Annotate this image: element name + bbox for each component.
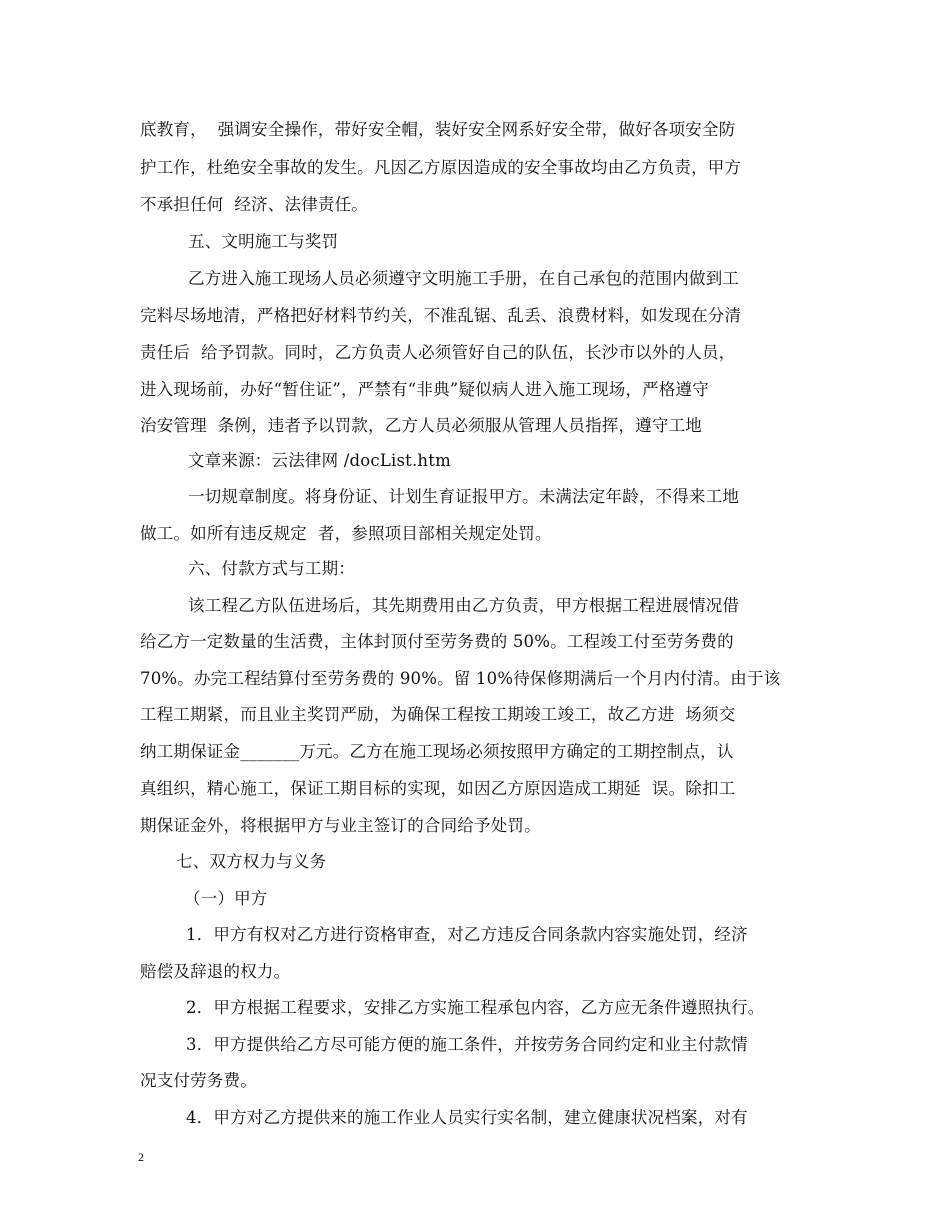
section-heading: 六、付款方式与工期： (188, 559, 355, 578)
text-line: 一切规章制度。将身份证、计划生育证报甲方。未满法定年龄，不得来工地 (188, 487, 740, 506)
section-heading: 七、双方权力与义务 (176, 852, 327, 871)
text-line: 1．甲方有权对乙方进行资格审查，对乙方违反合同条款内容实施处罚，经济 (186, 925, 748, 944)
subsection-heading: （一）甲方 (184, 889, 268, 908)
text-line: 乙方进入施工现场人员必须遵守文明施工手册，在自己承包的范围内做到工 (188, 269, 740, 288)
text-line: 2．甲方根据工程要求，安排乙方实施工程承包内容，乙方应无条件遵照执行。 (186, 998, 765, 1017)
text-line: 况支付劳务费。 (140, 1071, 257, 1090)
text-line: 纳工期保证金_______万元。乙方在施工现场必须按照甲方确定的工期控制点，认 (140, 742, 734, 761)
text-line: 治安管理 条例，违者予以罚款，乙方人员必须服从管理人员指挥，遵守工地 (140, 416, 702, 435)
section-heading: 五、文明施工与奖罚 (188, 232, 339, 251)
text-line: 做工。如所有违反规定 者，参照项目部相关规定处罚。 (140, 524, 552, 543)
text-line: 工程工期紧，而且业主奖罚严励，为确保工程按工期竣工竣工，故乙方进 场须交 (140, 705, 736, 724)
text-line: 给乙方一定数量的生活费，主体封顶付至劳务费的 50%。工程竣工付至劳务费的 (140, 632, 734, 651)
text-line: 完料尽场地清，严格把好材料节约关，不准乱锯、乱丢、浪费材料，如发现在分清 (140, 306, 742, 325)
page-number: 2 (138, 1150, 144, 1164)
text-line: 进入现场前，办好“暂住证”，严禁有“非典”疑似病人进入施工现场，严格遵守 (140, 380, 709, 399)
text-line: 4．甲方对乙方提供来的施工作业人员实行实名制，建立健康状况档案，对有 (186, 1108, 748, 1127)
text-line: 赔偿及辞退的权力。 (140, 962, 291, 981)
text-line: 该工程乙方队伍进场后，其先期费用由乙方负责，甲方根据工程进展情况借 (188, 596, 740, 615)
text-line: 不承担任何 经济、法律责任。 (140, 195, 368, 214)
text-line: 3．甲方提供给乙方尽可能方便的施工条件，并按劳务合同约定和业主付款情 (186, 1035, 748, 1054)
text-line: 护工作，杜绝安全事故的发生。凡因乙方原因造成的安全事故均由乙方负责，甲方 (140, 158, 742, 177)
source-note: 文章来源：云法律网 /docList.htm (188, 451, 451, 470)
text-line: 70%。办完工程结算付至劳务费的 90%。留 10%待保修期满后一个月内付清。由于该 (140, 669, 781, 688)
text-line: 期保证金外，将根据甲方与业主签订的合同给予处罚。 (140, 816, 541, 835)
text-line: 真组织，精心施工，保证工期目标的实现，如因乙方原因造成工期延 误。除扣工 (140, 779, 736, 798)
text-line: 责任后 给予罚款。同时，乙方负责人必须管好自己的队伍，长沙市以外的人员， (140, 343, 736, 362)
text-line: 底教育， 强调安全操作，带好安全帽，装好安全网系好安全带，做好各项安全防 (140, 120, 736, 139)
